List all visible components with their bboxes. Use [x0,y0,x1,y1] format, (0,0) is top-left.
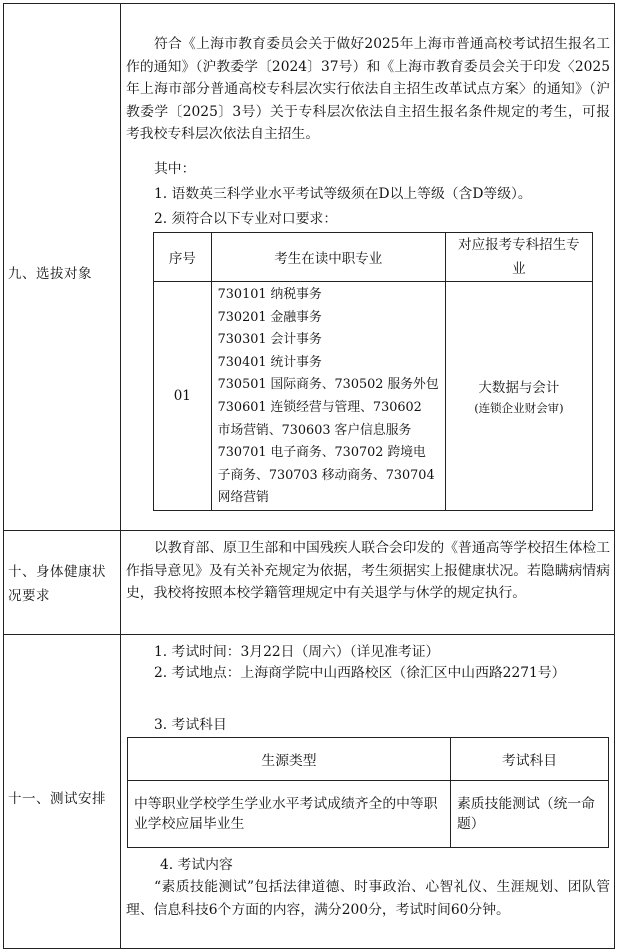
section10-label: 十、身体健康状况要求 [8,564,106,604]
header-source-type: 生源类型 [128,738,451,781]
major-line: 730401 统计事务 [217,354,322,370]
subjects-title: 3. 考试科目 [154,717,227,733]
major-line: 730501 国际商务、730502 服务外包 [217,377,439,393]
row-divider [3,530,615,531]
exam-time: 1. 考试时间：3月22日（周六）（详见准考证） [154,644,440,660]
major-line: 730101 纳税事务 [217,287,322,302]
major-line: 730701 电子商务、730702 跨境电 [217,445,426,461]
major-line: 子商务、730703 移动商务、730704 [217,467,435,483]
major-line: 730601 连锁经营与管理、730602 [217,399,422,415]
content-text: “素质技能测试”包括法律道德、时事政治、心智礼仪、生涯规划、团队管理、信息科技6个方面的内容，满分200分，考试时间60分钟。 [126,879,610,918]
target-major-note: (连锁企业财会审) [474,400,564,415]
section10-text: 以教育部、原卫生部和中国残疾人联合会印发的《普通高等学校招生体检工作指导意见》及有关补充规定为依据，考生须据实上报健康状况。若隐瞒病情病史，我校将按照本校学籍管理规定中有关退学与休学的规定执行。 [126,540,610,601]
header-target-major: 对应报考专科招生专业 [445,233,592,282]
majors-cell [211,282,445,511]
table-row [154,282,593,511]
exam-subject-table [127,737,609,848]
major-line: 网络营销 [217,490,269,506]
section9-item2: 2. 须符合以下专业对口要求： [154,211,338,227]
header-no: 序号 [154,233,212,282]
major-line: 730301 会计事务 [217,332,322,348]
target-major: 大数据与会计 [478,379,560,396]
row-no: 01 [154,282,212,511]
section9-intro: 符合《上海市教育委员会关于做好2025年上海市普通高校考试招生报名工作的通知》（沪教委学〔2024〕37号）和《上海市教育委员会关于印发〈2025年上海市部分普通高校专科层次实行依法自主招生改革试点方案〉的通知》（沪教委学〔2025〕3号）关于专科层次依法自主招生报名条件规定的考生，可报考我校专科层次依法自主招生。 [126,36,610,142]
section9-item1: 1. 语数英三科学业水平考试等级须在D以上等级（含D等级）。 [154,186,532,202]
row-divider [3,634,615,635]
table-header-row [128,738,609,781]
header-subject: 考试科目 [451,738,609,781]
major-match-table [153,232,593,511]
table-row [128,781,609,848]
content-title: 4. 考试内容 [160,857,233,873]
header-current-major: 考生在读中职专业 [211,233,445,282]
column-divider [120,3,121,949]
section11-label: 十一、测试安排 [8,791,106,807]
source-type-cell: 中等职业学校学生学业水平考试成绩齐全的中等职业学校应届毕业生 [128,781,451,848]
major-line: 730201 金融事务 [217,309,322,325]
exam-place: 2. 考试地点：上海商学院中山西路校区（徐汇区中山西路2271号） [154,665,566,681]
subject-cell: 素质技能测试（统一命题） [451,781,609,848]
table-header-row [154,233,593,282]
section9-subtitle: 其中： [154,161,196,177]
section9-label: 九、选拔对象 [8,266,92,282]
target-major-cell [445,282,592,511]
major-line: 市场营销、730603 客户信息服务 [217,422,412,438]
